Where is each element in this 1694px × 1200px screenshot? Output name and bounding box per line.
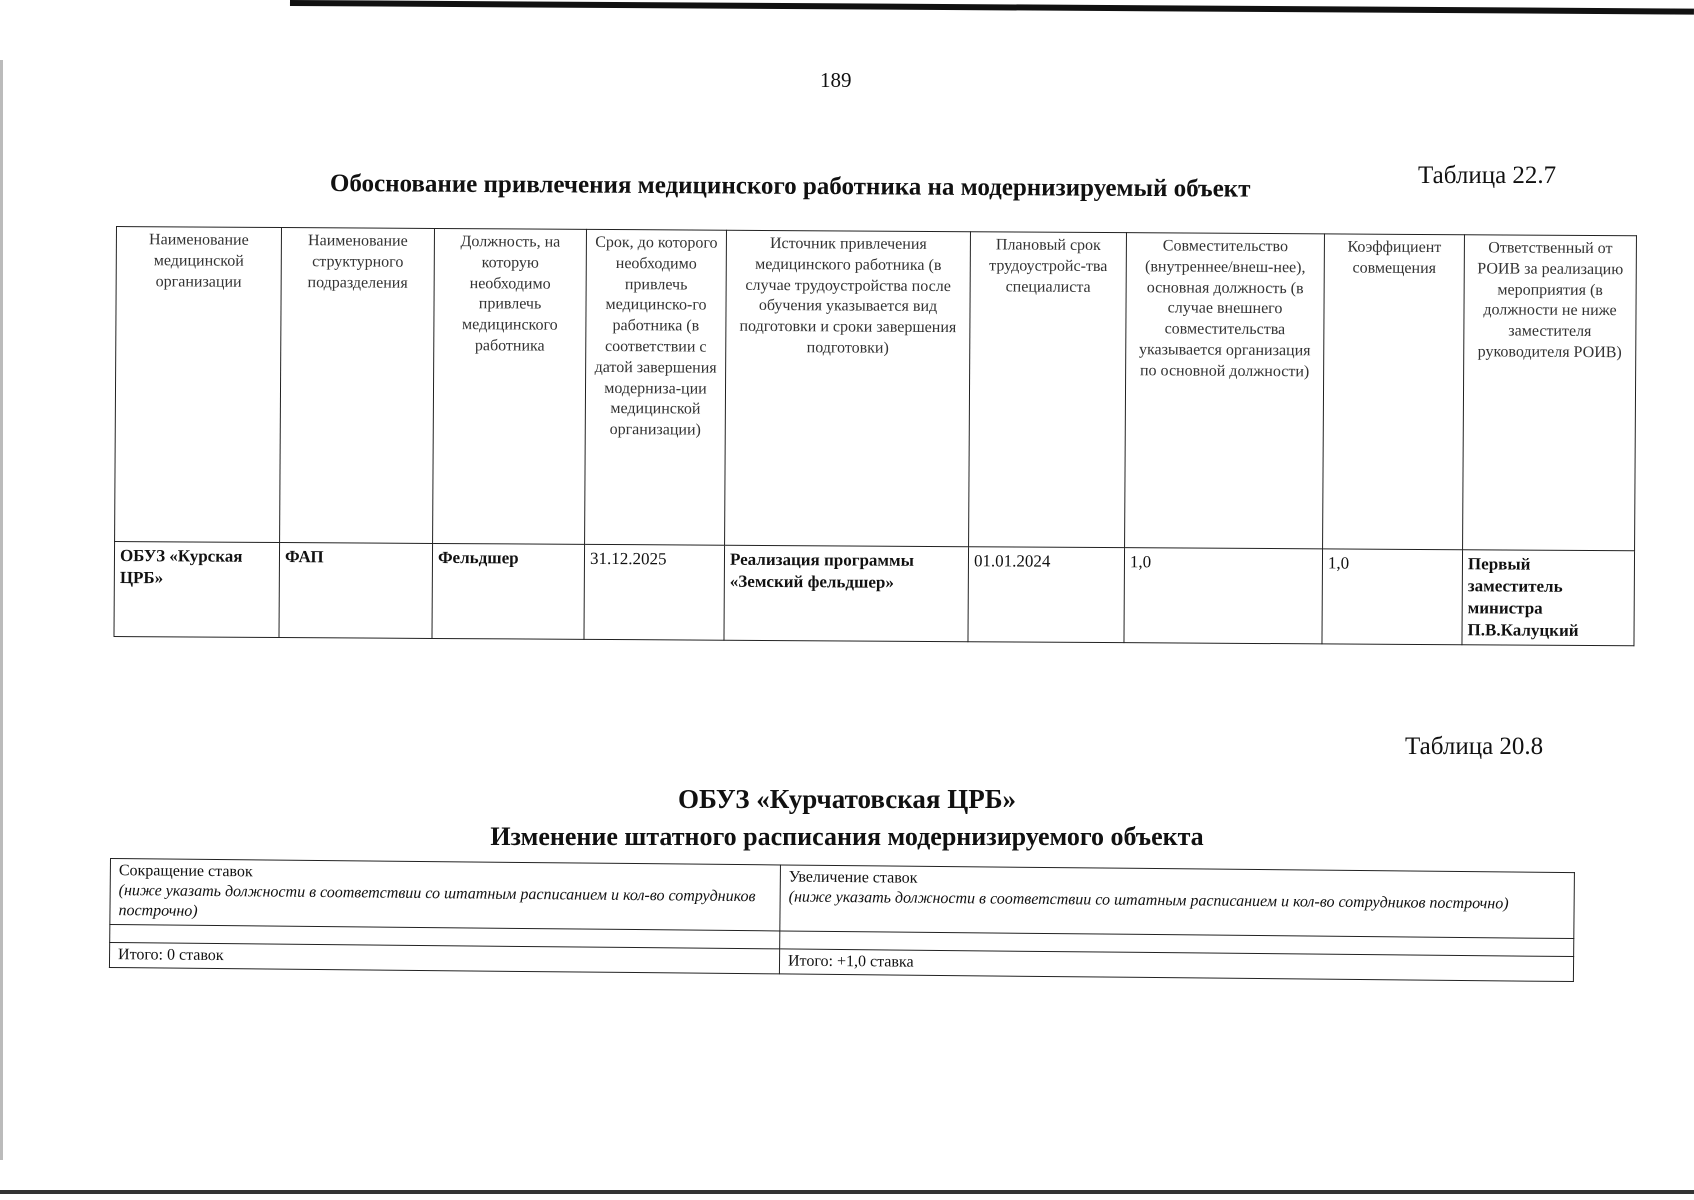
cell-responsible: Первый заместитель министра П.В.Калуцкий bbox=[1462, 550, 1635, 646]
column-header: Совместительство (внутреннее/внеш-нее), основная должность (в случае внешнего совместительства указывается организация по основной должности) bbox=[1125, 233, 1325, 549]
cell-planned-date: 01.01.2024 bbox=[968, 547, 1125, 643]
table-number-label: Таблица 20.8 bbox=[1405, 733, 1544, 760]
column-header: Ответственный от РОИВ за реализацию мероприятия (в должности не ниже заместителя руководителя РОИВ) bbox=[1463, 235, 1637, 551]
increase-total: Итого: +1,0 ставка bbox=[779, 949, 1573, 982]
increase-header bbox=[780, 865, 1575, 939]
reduction-header bbox=[110, 859, 781, 931]
scan-edge-top bbox=[290, 0, 1694, 15]
reduction-label: Сокращение ставок bbox=[118, 862, 253, 881]
column-header: Наименование структурного подразделения bbox=[280, 228, 435, 544]
cell-organization: ОБУЗ «Курская ЦРБ» bbox=[114, 541, 280, 637]
column-header: Наименование медицинской организации bbox=[115, 227, 282, 543]
cell-position: Фельдшер bbox=[432, 543, 585, 639]
reduction-hint: (ниже указать должности в соответствии со штатным расписанием и кол-во сотрудников построчно) bbox=[118, 882, 756, 920]
staffing-change-table bbox=[109, 858, 1575, 982]
table-header-row bbox=[115, 227, 1637, 551]
reduction-total: Итого: 0 ставок bbox=[109, 943, 779, 974]
column-header: Срок, до которого необходимо привлечь медицинско-го работника (в соответствии с датой завершения модерниза-ции медицинской организации) bbox=[585, 229, 727, 545]
table-title: Обоснование привлечения медицинского работника на модернизируемый объект bbox=[329, 170, 1251, 203]
table-number-label: Таблица 22.7 bbox=[1418, 162, 1557, 189]
table-title: Изменение штатного расписания модернизируемого объекта bbox=[490, 822, 1204, 851]
cell-coefficient: 1,0 bbox=[1322, 549, 1463, 645]
scan-edge-bottom bbox=[0, 1190, 1694, 1194]
page-number: 189 bbox=[820, 68, 852, 92]
justification-table bbox=[113, 226, 1636, 647]
table-row bbox=[114, 541, 1635, 646]
cell-source: Реализация программы «Земский фельдшер» bbox=[724, 545, 969, 642]
column-header: Плановый срок трудоустройс-тва специалиста bbox=[969, 232, 1127, 548]
cell-combination: 1,0 bbox=[1124, 548, 1323, 645]
increase-label: Увеличение ставок bbox=[788, 868, 918, 887]
organization-title: ОБУЗ «Курчатовская ЦРБ» bbox=[677, 784, 1017, 814]
column-header: Коэффициент совмещения bbox=[1323, 234, 1465, 550]
cell-deadline: 31.12.2025 bbox=[584, 544, 725, 640]
column-header: Должность, на которую необходимо привлечь медицинского работника bbox=[433, 228, 587, 544]
increase-hint: (ниже указать должности в соответствии со штатным расписанием и кол-во сотрудников построчно) bbox=[788, 888, 1509, 913]
cell-department: ФАП bbox=[279, 543, 433, 639]
column-header: Источник привлечения медицинского работника (в случае трудоустройства после обучения указывается вид подготовки и сроки завершения подготовки) bbox=[725, 230, 971, 546]
scan-edge-left bbox=[0, 60, 3, 1160]
